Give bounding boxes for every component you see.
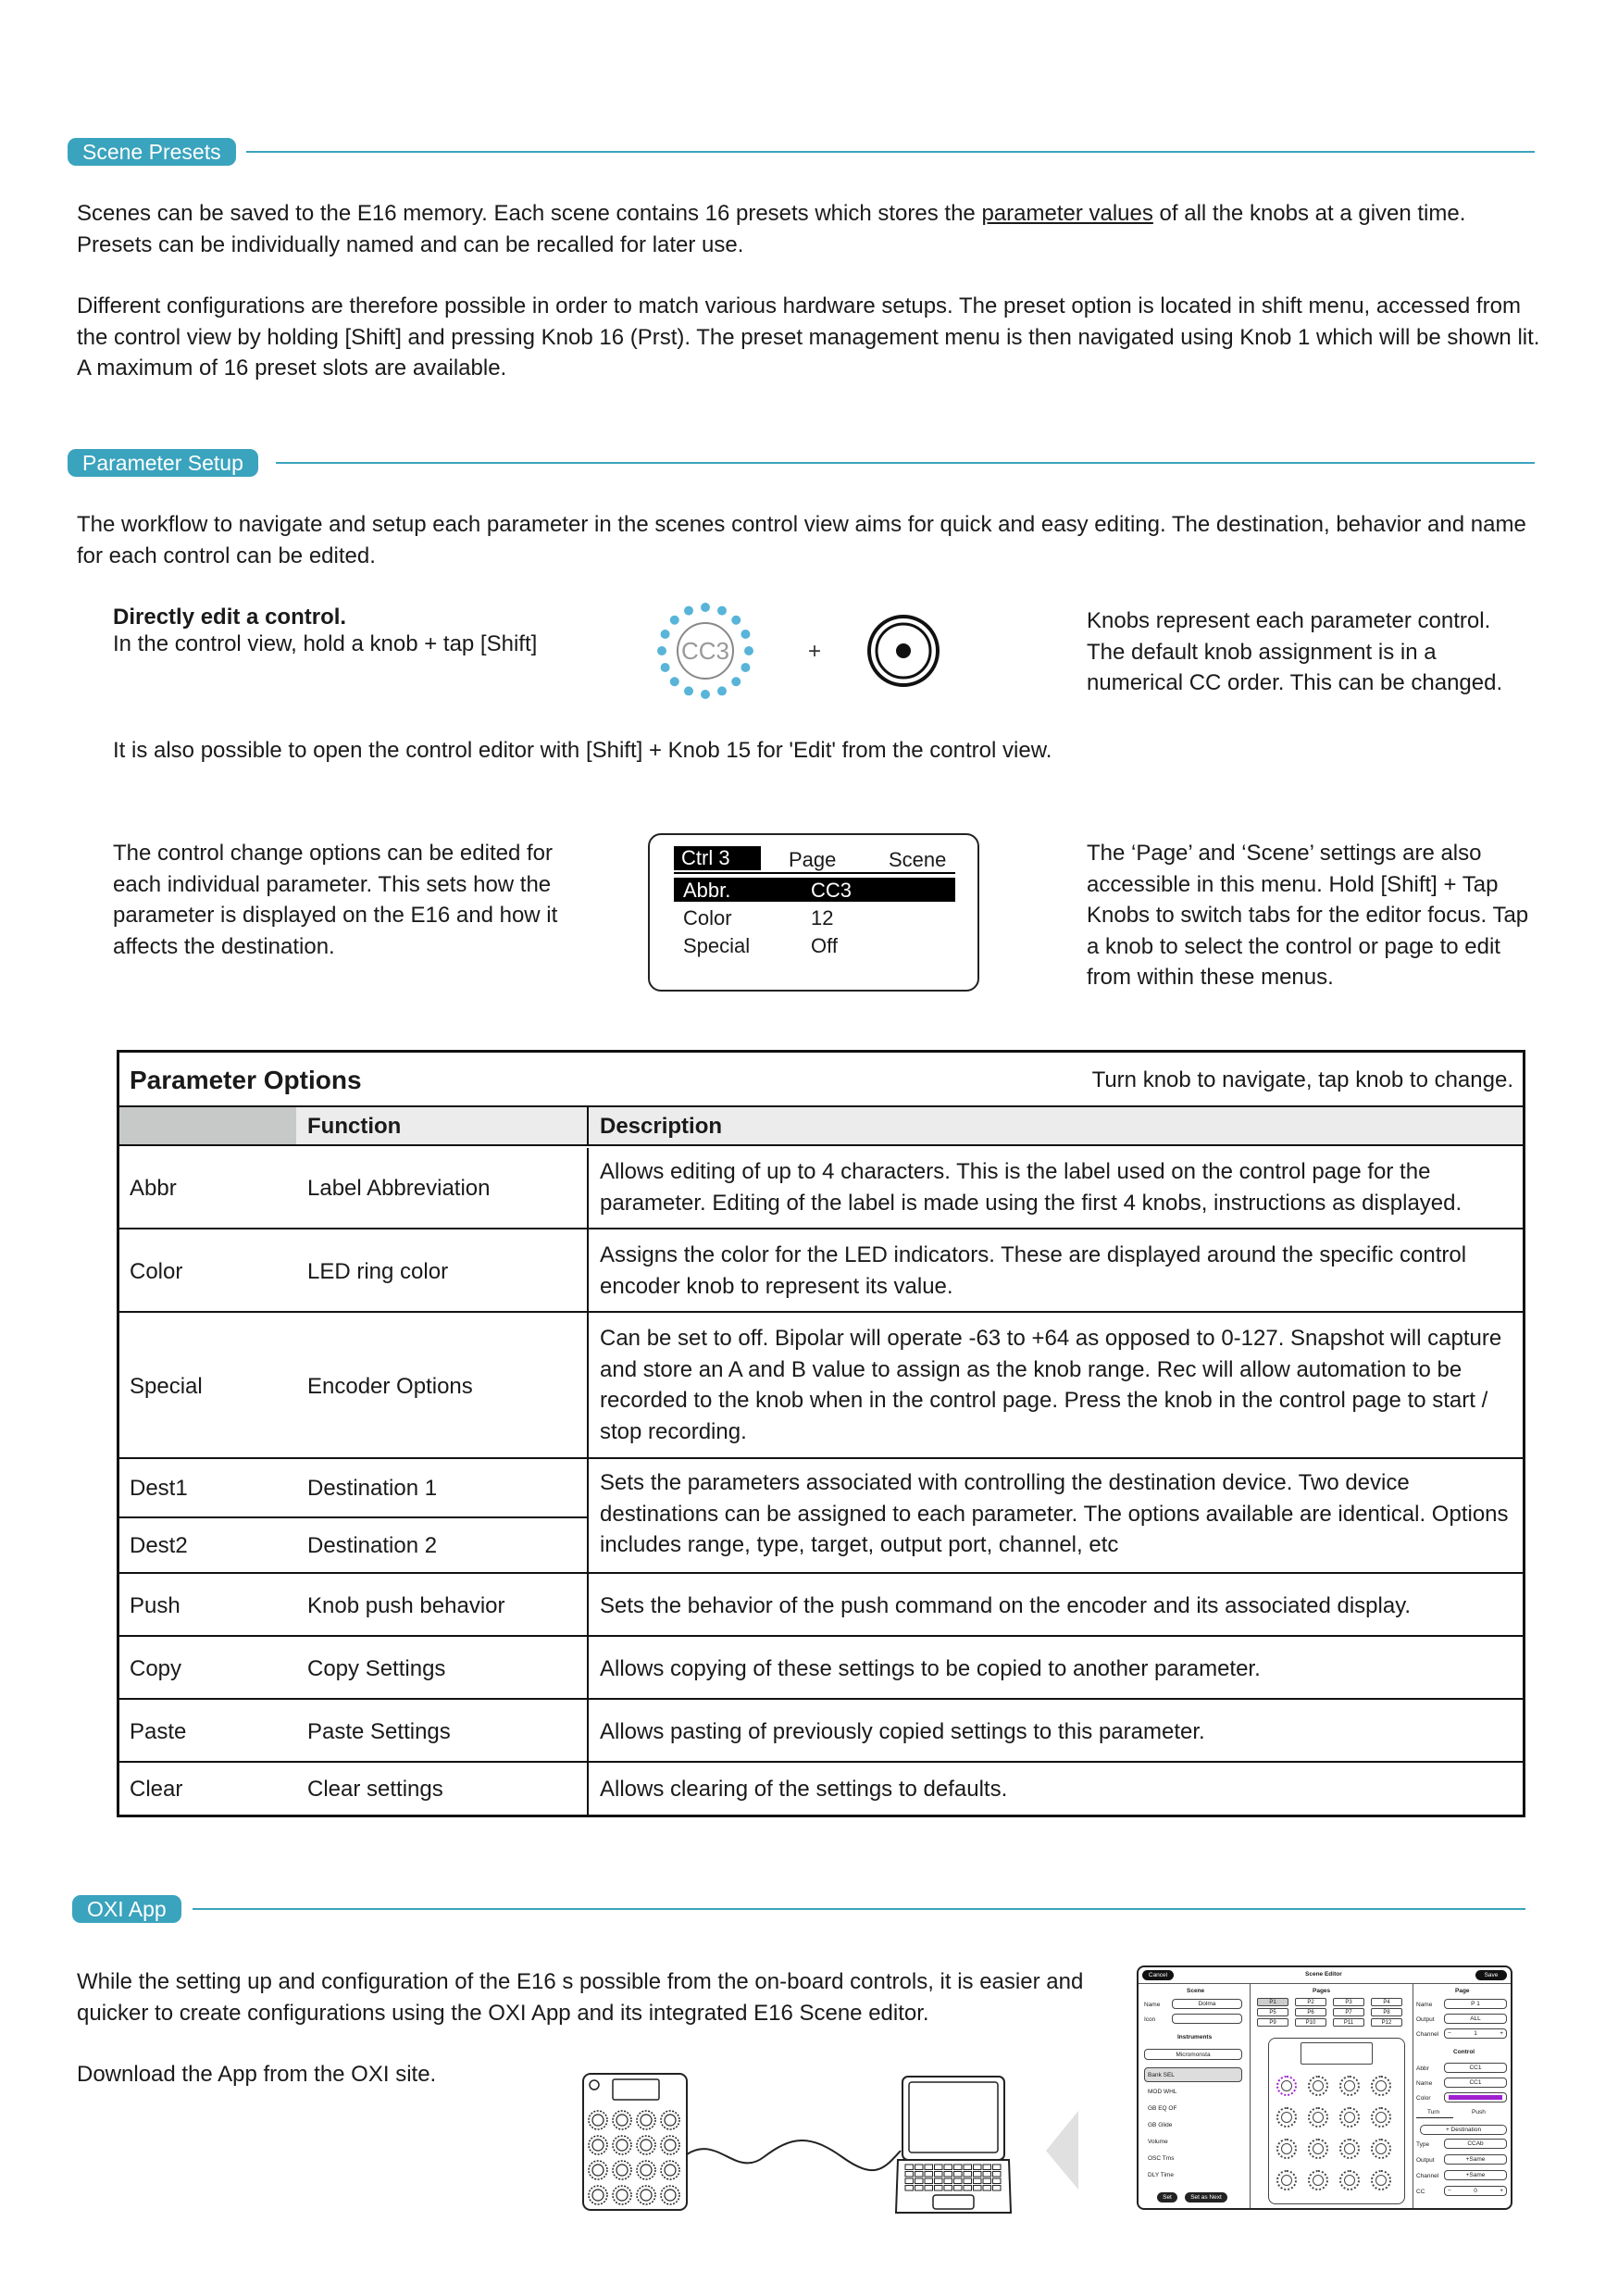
app-page-button[interactable]: P2 [1295,1998,1326,2006]
app-type-label: Type [1416,2141,1430,2148]
app-control-head: Control [1453,2049,1475,2055]
app-page-button[interactable]: P1 [1257,1998,1288,2006]
app-dch-label: Channel [1416,2173,1439,2179]
app-knob-cap [1281,2080,1292,2091]
e16-knob [589,2161,607,2179]
usb-cable [687,2140,901,2170]
app-knob-cap [1344,2175,1355,2186]
table-row [119,1639,1523,1700]
laptop-key [993,2186,1002,2191]
app-color-label: Color [1416,2095,1431,2102]
laptop-key [993,2165,1002,2170]
app-preview-screen [1301,2042,1373,2065]
app-cname-field[interactable]: CC1 [1444,2078,1507,2088]
app-knob[interactable] [1371,2139,1391,2159]
app-cc-label: CC [1416,2189,1425,2195]
laptop-key [925,2165,933,2170]
app-knob[interactable] [1339,2107,1360,2128]
row-description: Allows editing of up to 4 characters. This is the label used on the control page for the parameter. Editing of the label is made using the first 4 knobs, instructions as displayed. [600,1159,1462,1216]
app-cancel-button[interactable]: Cancel [1142,1970,1174,1980]
parameter-values-link[interactable]: parameter values [981,201,1153,226]
app-page-head: Page [1455,1988,1470,1994]
row-function: Paste Settings [307,1719,451,1745]
row-function: Knob push behavior [307,1593,505,1619]
app-page-button[interactable]: P11 [1333,2018,1364,2027]
app-knob-cap [1375,2112,1387,2123]
screen-row-value: Off [811,934,838,957]
row-description: Allows clearing of the settings to defaults. [600,1777,1008,1803]
section-pill: OXI App [72,1895,181,1923]
laptop-key [974,2165,982,2170]
laptop-key [983,2178,991,2184]
app-knob-cap [1281,2112,1292,2123]
led-dot [731,616,741,625]
laptop-key [964,2186,972,2191]
app-knob[interactable] [1371,2076,1391,2096]
screen-row-label: Abbr. [683,879,731,902]
app-knob[interactable] [1371,2170,1391,2190]
app-list-item[interactable]: GB EQ OF [1148,2105,1177,2112]
e16-knob [613,2186,631,2204]
led-dot [701,690,710,699]
laptop-key [993,2172,1002,2177]
table-row [119,1576,1523,1637]
laptop-key [915,2165,924,2170]
app-set-button[interactable]: Set [1157,2192,1177,2202]
column-header-name [119,1107,296,1144]
app-color-swatch [1449,2095,1502,2100]
laptop-key [974,2186,982,2191]
row-function: Clear settings [307,1777,443,1803]
device-screen [648,833,979,992]
laptop-key [983,2172,991,2177]
app-knob[interactable] [1308,2107,1328,2128]
editor-note: It is also possible to open the control editor with [Shift] + Knob 15 for 'Edit' from the control view. [113,738,1052,763]
section-pill: Scene Presets [68,138,236,166]
app-knob-cap [1281,2175,1292,2186]
table-row [119,1765,1523,1815]
screen-row-label: Special [683,934,751,957]
laptop-key [944,2165,952,2170]
app-channel-label: Channel [1416,2031,1439,2038]
row-name: Paste [130,1719,187,1745]
plus-icon[interactable]: + [1500,2030,1503,2037]
column-divider [587,1107,589,1144]
laptop-icon [896,2077,1011,2213]
app-output-label: Output [1416,2016,1435,2023]
plus-sign: + [807,639,822,664]
table-title: Parameter Options [130,1066,362,1094]
e16-knob [661,2161,679,2179]
app-knob-cap [1313,2175,1324,2186]
app-knob-cap [1313,2080,1324,2091]
row-name: Dest2 [130,1533,188,1559]
app-dout-field[interactable]: +Same [1444,2154,1507,2165]
app-page-button[interactable]: P5 [1257,2008,1288,2016]
led-dot [717,686,727,695]
cc-options-text: The control change options can be edited for each individual parameter. This sets how the parameter is displayed on the E16 and how it affects the destination. [113,841,558,959]
laptop-key [974,2178,982,2184]
e16-knob [661,2186,679,2204]
laptop-key [954,2165,963,2170]
app-knob-cap [1344,2143,1355,2154]
section-header-parameter-setup [68,448,258,478]
app-page-button[interactable]: P3 [1333,1998,1364,2006]
app-knob[interactable] [1339,2170,1360,2190]
app-push-tab[interactable]: Push [1472,2109,1486,2115]
e16-knob [637,2186,655,2204]
section-rule [246,151,1535,153]
app-list-item[interactable]: MOD WHL [1148,2089,1177,2095]
direct-edit-text: In the control view, hold a knob + tap [Shift] [113,631,538,656]
e16-device-icon [583,2074,687,2210]
app-list-item[interactable]: GB Glide [1148,2122,1173,2128]
screen-tab-scene: Scene [889,848,947,871]
laptop-key [935,2165,943,2170]
parameter-setup-intro: The workflow to navigate and setup each parameter in the scenes control view aims for quick and easy editing. The destination, behavior and name for each control can be edited. [77,512,1526,568]
knob-illustration [639,583,953,713]
row-name: Push [130,1593,180,1619]
oxi-app-paragraph-2: Download the App from the OXI site. [77,2062,437,2087]
e16-knob [661,2136,679,2154]
e16-knob [613,2111,631,2129]
laptop-key [915,2172,924,2177]
screen-tab-page: Page [789,848,837,871]
laptop-key [954,2172,963,2177]
e16-knob [661,2111,679,2129]
laptop-key [935,2178,943,2184]
app-knob-cap [1281,2143,1292,2154]
screen-tab-underline [674,872,955,874]
app-channel-stepper[interactable]: − 1 + [1444,2028,1507,2039]
row-description: Sets the parameters associated with controlling the destination device. Two device destinations can be assigned to each parameter. The options available are identical. Options includes range, type, target, output port, channel, etc [600,1470,1509,1557]
laptop-key [993,2178,1002,2184]
scene-presets-paragraph-2: Different configurations are therefore possible in order to match various hardware setups. The preset option is located in shift menu, accessed from the control view by holding [Shift] and pressing Knob 16 (Prst). The preset management menu is then navigated using Knob 1 which will be shown lit. A maximum of 16 preset slots are available. [77,293,1540,381]
led-dot [661,663,670,672]
app-instruments-head: Instruments [1177,2034,1213,2040]
section-rule [276,462,1535,464]
e16-knob [637,2136,655,2154]
screen-row-value: CC3 [811,879,853,902]
section-rule [193,1908,1525,1910]
e16-laptop-illustration [579,2069,1088,2217]
app-knob-cap [1313,2143,1324,2154]
app-knob[interactable] [1276,2170,1297,2190]
column-divider [587,1148,589,1815]
app-page-name-field[interactable]: P 1 [1444,1999,1507,2009]
row-function: Destination 2 [307,1533,438,1559]
laptop-key [925,2186,933,2191]
app-page-button[interactable]: P9 [1257,2018,1288,2027]
row-name: Abbr [130,1176,177,1202]
plus-icon[interactable]: + [1500,2188,1503,2194]
table-row [119,1148,1523,1229]
laptop-key [944,2172,952,2177]
app-page-button[interactable]: P4 [1371,1998,1402,2006]
app-col-divider [1250,1984,1251,2210]
e16-knob [613,2161,631,2179]
row-description: Allows pasting of previously copied settings to this parameter. [600,1719,1205,1745]
app-knob[interactable] [1308,2139,1328,2159]
lit-knob [657,603,753,699]
row-description: Assigns the color for the LED indicators. These are displayed around the specific control encoder knob to represent its value. [600,1242,1467,1299]
laptop-key [964,2172,972,2177]
led-dot [670,616,679,625]
knob-cc-label: CC3 [680,637,730,665]
app-color-field[interactable] [1444,2092,1507,2103]
app-cname-label: Name [1416,2080,1433,2087]
app-knob-cap [1344,2112,1355,2123]
app-cc-stepper[interactable]: − 0 + [1444,2186,1507,2196]
led-dot [741,663,750,672]
screen-tab-ctrl: Ctrl 3 [674,846,761,870]
led-dot [670,677,679,686]
e16-knob [613,2136,631,2154]
minus-icon[interactable]: − [1448,2030,1451,2037]
laptop-key [974,2172,982,2177]
app-knob-cap [1344,2080,1355,2091]
app-save-button[interactable]: Save [1475,1970,1507,1980]
row-function: Label Abbreviation [307,1176,491,1202]
led-dot [717,606,727,616]
section-header-scene-presets [68,137,236,167]
screen-row-label: Color [683,906,732,930]
app-knob-cap [1375,2175,1387,2186]
led-dot [731,677,741,686]
laptop-key [964,2178,972,2184]
app-page-button[interactable]: P6 [1295,2008,1326,2016]
row-name: Color [130,1259,183,1285]
scene-presets-paragraph-1: Scenes can be saved to the E16 memory. Each scene contains 16 presets which stores the parameter values of all the knobs at a given time. Presets can be individually named and can be recalled for later use. [77,201,1466,257]
row-function: LED ring color [307,1259,449,1285]
app-knob[interactable] [1308,2170,1328,2190]
section-pill: Parameter Setup [68,449,258,477]
parameter-options-table [117,1050,1525,1817]
app-page-button[interactable]: P7 [1333,2008,1364,2016]
laptop-key [983,2165,991,2170]
table-row-destinations [119,1461,1523,1574]
laptop-key [944,2178,952,2184]
app-page-button[interactable]: P10 [1295,2018,1326,2027]
app-output-field[interactable]: ALL [1444,2014,1507,2024]
oxi-app-paragraph-1: While the setting up and configuration of the E16 s possible from the on-board controls, it is easier and quicker to create configurations using the OXI App and its integrated E16 Scene editor. [77,1969,1084,2026]
app-instrument-select[interactable]: Micromonsta [1144,2049,1242,2060]
column-header-description: Description [600,1114,723,1139]
laptop-key [954,2178,963,2184]
row-function: Destination 1 [307,1476,438,1502]
led-dot [701,603,710,612]
row-function: Encoder Options [307,1374,473,1400]
app-knob[interactable] [1339,2076,1360,2096]
app-list-item[interactable]: OSC Trns [1148,2155,1175,2162]
e16-knob [589,2111,607,2129]
app-abbr-label: Abbr [1416,2065,1429,2072]
app-knob[interactable] [1276,2107,1297,2128]
laptop-key [915,2178,924,2184]
led-dot [661,630,670,639]
app-top-divider [1139,1983,1511,1984]
app-knob[interactable] [1308,2076,1328,2096]
arrow-left-icon [1046,2111,1078,2190]
laptop-key [915,2186,924,2191]
e16-knob [589,2186,607,2204]
app-knob[interactable] [1371,2107,1391,2128]
table-row [119,1702,1523,1763]
laptop-key [954,2186,963,2191]
row-description: Allows copying of these settings to be copied to another parameter. [600,1656,1261,1682]
app-destination-button[interactable]: + Destination [1420,2125,1507,2135]
minus-icon[interactable]: − [1448,2188,1451,2194]
app-page-button[interactable]: P12 [1371,2018,1402,2027]
laptop-key [905,2186,914,2191]
app-list-item[interactable]: DLY Time [1148,2172,1174,2178]
app-scene-head: Scene [1187,1988,1205,1994]
table-column-headers [119,1107,1523,1146]
led-dot [744,646,753,655]
led-dot [741,630,750,639]
app-dch-field[interactable]: +Same [1444,2170,1507,2180]
row-description: Can be set to off. Bipolar will operate -63 to +64 as opposed to 0-127. Snapshot will capture and store an A and B value to assign as the knob range. Rec will allow automation to be recorded to the knob when in the control page. Press the knob in the control page to start / stop recording. [600,1326,1502,1444]
laptop-key [983,2186,991,2191]
app-page-button[interactable]: P8 [1371,2008,1402,2016]
app-knob[interactable] [1339,2139,1360,2159]
app-title: Scene Editor [1305,1971,1342,1978]
app-page-name-label: Name [1416,2002,1433,2008]
row-name: Special [130,1374,203,1400]
laptop-key [935,2186,943,2191]
screen-row-value: 12 [811,906,834,930]
app-icon-field[interactable] [1172,2014,1242,2024]
app-dout-label: Output [1416,2157,1435,2164]
app-turn-tab[interactable]: Turn [1427,2109,1440,2115]
app-tab-underline [1416,2117,1453,2118]
app-list-item[interactable]: Volume [1148,2139,1168,2145]
led-dot [684,606,693,616]
app-icon-label: Icon [1144,2016,1156,2023]
laptop-key [905,2165,914,2170]
row-name: Clear [130,1777,183,1803]
e16-knob [637,2161,655,2179]
app-type-field[interactable]: CCAb [1444,2139,1507,2149]
direct-edit-title: Directly edit a control. [113,605,347,630]
app-device-preview [1268,2038,1405,2204]
row-name: Dest1 [130,1476,188,1502]
app-knob[interactable] [1276,2139,1297,2159]
e16-knob [589,2136,607,2154]
app-knob[interactable] [1276,2076,1297,2096]
app-list-item-selected[interactable]: Bank SEL [1144,2067,1242,2082]
app-pages-head: Pages [1313,1988,1331,1994]
app-knob-cap [1375,2080,1387,2091]
table-hint: Turn knob to navigate, tap knob to change. [1091,1067,1513,1092]
app-name-label: Name [1144,2002,1161,2008]
row-description: Sets the behavior of the push command on the encoder and its associated display. [600,1593,1412,1619]
column-header-function: Function [307,1114,402,1139]
scene-editor-app-screenshot [1137,1965,1512,2210]
laptop-key [944,2186,952,2191]
laptop-key [925,2178,933,2184]
app-set-next-button[interactable]: Set as Next [1185,2192,1227,2202]
knobs-note: Knobs represent each parameter control. The default knob assignment is in a numerical CC order. This can be changed. [1087,608,1503,695]
app-knob-cap [1375,2143,1387,2154]
row-function: Copy Settings [307,1656,446,1682]
laptop-key [905,2172,914,2177]
tabs-note: The ‘Page’ and ‘Scene’ settings are also accessible in this menu. Hold [Shift] + Tap Knobs to switch tabs for the editor focus. Tap a knob to select the control or page to edit from within these menus. [1087,841,1529,990]
table-row [119,1231,1523,1313]
laptop-key [905,2178,914,2184]
e16-knob [637,2111,655,2129]
shift-button-icon [869,617,938,685]
laptop-key [964,2165,972,2170]
table-row [119,1315,1523,1459]
led-dot [657,646,666,655]
app-abbr-field[interactable]: CC1 [1444,2063,1507,2073]
app-knob-cap [1313,2112,1324,2123]
section-header-oxi-app [72,1894,181,1924]
table-header [119,1053,1523,1107]
led-dot [684,686,693,695]
row-name: Copy [130,1656,182,1682]
laptop-key [925,2172,933,2177]
laptop-key [935,2172,943,2177]
app-name-field[interactable]: Dolma [1172,1999,1242,2009]
